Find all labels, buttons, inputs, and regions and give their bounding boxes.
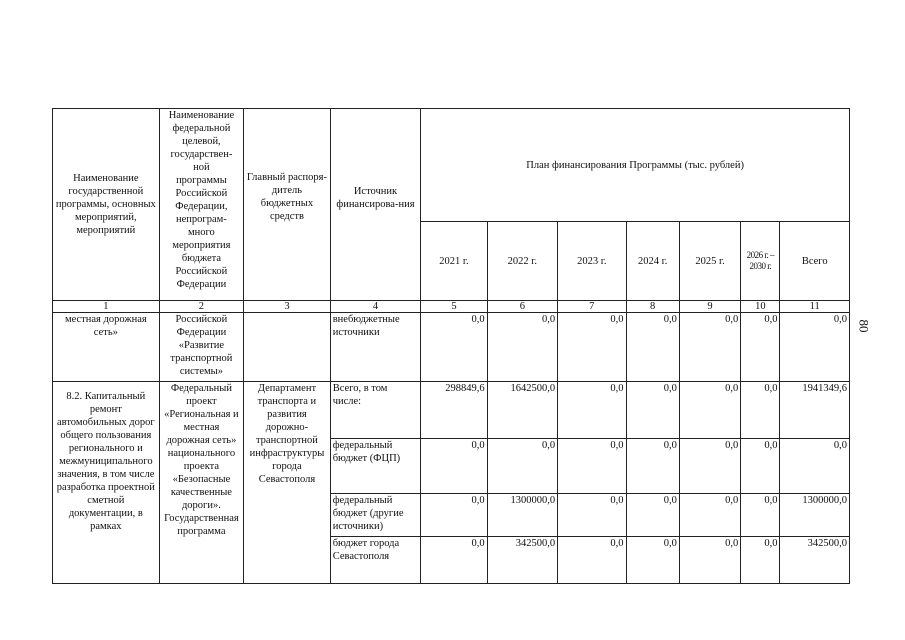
header-main-manager: Главный распоря-дитель бюджетных средств (244, 109, 331, 301)
value-cell: 0,0 (741, 439, 780, 494)
col-number: 8 (626, 301, 679, 313)
row-a-program: местная дорожная сеть» (53, 313, 160, 382)
value-cell: 0,0 (679, 537, 740, 584)
row-b-manager: Департамент транспорта и развития дорожно-транспортной инфраструктуры города Севастополя (244, 382, 331, 584)
value-cell: 1300000,0 (780, 494, 850, 537)
value-cell: 0,0 (558, 382, 626, 439)
value-cell: 0,0 (679, 439, 740, 494)
value-cell: 0,0 (558, 439, 626, 494)
year-2023: 2023 г. (558, 222, 626, 301)
value-cell: 0,0 (421, 537, 487, 584)
page-number: 80 (856, 319, 872, 333)
financing-table (52, 108, 850, 584)
header-federal-program-line: федеральной (172, 123, 231, 134)
year-2024: 2024 г. (626, 222, 679, 301)
value-cell: 0,0 (558, 313, 626, 382)
col-number: 11 (780, 301, 850, 313)
value-cell: 0,0 (741, 494, 780, 537)
value-cell: 0,0 (487, 313, 557, 382)
value-cell: 1642500,0 (487, 382, 557, 439)
col-number: 1 (53, 301, 160, 313)
row-b-source-federal-other: федеральный бюджет (другие источники) (330, 494, 421, 537)
value-cell: 0,0 (626, 313, 679, 382)
row-b-program: 8.2. Капитальный ремонт автомобильных дорог общего пользования регионального и межмуниципального значения, в том числе разработка проектной сметной документации, в рамках (53, 382, 160, 584)
row-b-source-federal-fcp: федеральный бюджет (ФЦП) (330, 439, 421, 494)
row-a-federal-program: Российской Федерации «Развитие транспортной системы» (159, 313, 244, 382)
row-b-federal-program: Федеральный проект «Региональная и местная дорожная сеть» национального проекта «Безопасные качественные дороги». Государственная программа (159, 382, 244, 584)
row-b-source-total: Всего, в том числе: (330, 382, 421, 439)
value-cell: 0,0 (780, 439, 850, 494)
value-cell: 0,0 (558, 537, 626, 584)
year-2025: 2025 г. (679, 222, 740, 301)
col-number: 2 (159, 301, 244, 313)
value-cell: 0,0 (626, 537, 679, 584)
column-numbers-row (53, 301, 850, 313)
value-cell: 1300000,0 (487, 494, 557, 537)
header-federal-program-line: Федерации (176, 279, 227, 290)
header-federal-program-text (162, 109, 242, 291)
header-federal-program-line: бюджета (181, 253, 221, 264)
year-2021: 2021 г. (421, 222, 487, 301)
value-cell: 0,0 (679, 494, 740, 537)
table-row (53, 382, 850, 439)
value-cell: 0,0 (679, 313, 740, 382)
header-plan: План финансирования Программы (тыс. рублей) (421, 109, 850, 222)
table-row (53, 313, 850, 382)
row-a-manager (244, 313, 331, 382)
value-cell: 0,0 (487, 439, 557, 494)
value-cell: 0,0 (626, 439, 679, 494)
header-federal-program-line: много (188, 227, 215, 238)
header-federal-program-line: программы (176, 175, 227, 186)
header-federal-program-line: ной (193, 162, 210, 173)
header-row-1 (53, 109, 850, 222)
value-cell: 0,0 (626, 382, 679, 439)
header-source: Источник финансирова-ния (330, 109, 421, 301)
value-cell: 0,0 (558, 494, 626, 537)
col-number: 6 (487, 301, 557, 313)
value-cell: 0,0 (679, 382, 740, 439)
col-number: 5 (421, 301, 487, 313)
col-number: 3 (244, 301, 331, 313)
value-cell: 0,0 (421, 494, 487, 537)
header-federal-program-line: Российской (175, 266, 228, 277)
year-total: Всего (780, 222, 850, 301)
value-cell: 0,0 (741, 537, 780, 584)
col-number: 9 (679, 301, 740, 313)
value-cell: 0,0 (780, 313, 850, 382)
value-cell: 0,0 (741, 382, 780, 439)
header-federal-program (159, 109, 244, 301)
row-a-source: внебюджетные источники (330, 313, 421, 382)
value-cell: 0,0 (626, 494, 679, 537)
col-number: 7 (558, 301, 626, 313)
header-federal-program-line: государствен- (170, 149, 233, 160)
header-federal-program-line: Федерации, (175, 201, 228, 212)
value-cell: 342500,0 (487, 537, 557, 584)
value-cell: 298849,6 (421, 382, 487, 439)
year-2026-2030: 2026 г. – 2030 г. (741, 222, 780, 301)
header-federal-program-line: мероприятия (172, 240, 231, 251)
value-cell: 0,0 (421, 313, 487, 382)
value-cell: 1941349,6 (780, 382, 850, 439)
value-cell: 0,0 (741, 313, 780, 382)
row-b-source-city-budget: бюджет города Севастополя (330, 537, 421, 584)
header-federal-program-line: целевой, (182, 136, 221, 147)
header-program: Наименование государственной программы, основных мероприятий, мероприятий (53, 109, 160, 301)
header-federal-program-line: Российской (175, 188, 228, 199)
value-cell: 0,0 (421, 439, 487, 494)
year-2022: 2022 г. (487, 222, 557, 301)
col-number: 4 (330, 301, 421, 313)
col-number: 10 (741, 301, 780, 313)
value-cell: 342500,0 (780, 537, 850, 584)
header-federal-program-line: непрограм- (176, 214, 227, 225)
header-federal-program-line: Наименование (168, 110, 235, 121)
